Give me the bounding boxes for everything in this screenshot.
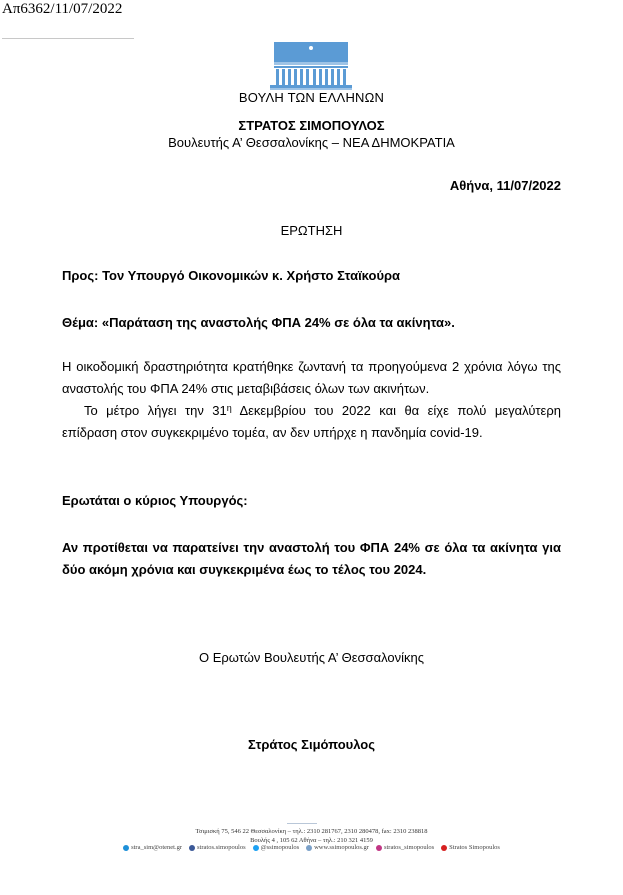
website-icon [306,845,312,851]
footer-address-athens: Βουλής 4 , 105 62 Αθήνα – τηλ.: 210 321 4159 [250,837,373,844]
social-youtube[interactable] [441,844,500,851]
parliament-logo [270,40,352,90]
social-website-text: www.ssimopoulos.gr [314,844,369,851]
addressee: Προς: Τον Υπουργό Οικονομικών κ. Χρήστο Σταϊκούρα [62,268,401,283]
mp-role: Βουλευτής Α’ Θεσσαλονίκης – ΝΕΑ ΔΗΜΟΚΡΑΤΙΑ [168,135,455,150]
asked-heading: Ερωτάται ο κύριος Υπουργός: [62,493,248,508]
ordinal-superscript: η [226,403,232,413]
social-instagram-text: stratos_simopoulos [383,844,435,851]
social-instagram[interactable] [376,844,434,851]
footer-divider [287,823,317,824]
facebook-icon [189,845,195,851]
body-paragraph-2 [62,400,561,444]
instagram-icon [376,845,382,851]
twitter-icon [253,845,259,851]
social-facebook-text: stratos.simopoulos [197,844,246,851]
parliament-name: ΒΟΥΛΗ ΤΩΝ ΕΛΛΗΝΩΝ [238,90,385,105]
body-paragraph-1: Η οικοδομική δραστηριότητα κρατήθηκε ζωντανή τα προηγούμενα 2 χρόνια λόγω της αναστολής του ΦΠΑ 24% στις μεταβιβάσεις όλων των ακινήτων. [62,359,561,396]
body-paragraph-2-end: Δεκεμβρίου του 2022 και θα είχε πολύ μεγαλύτερη επίδραση στον συγκεκριμένο τομέα, αν δεν υπήρχε η πανδημία covid-19. [62,403,561,440]
social-facebook[interactable] [189,844,246,851]
subject: Θέμα: «Παράταση της αναστολής ΦΠΑ 24% σε όλα τα ακίνητα». [62,315,455,330]
social-twitter[interactable] [253,844,300,851]
social-twitter-text: @ssimopoulos [260,844,300,851]
question-text: Αν προτίθεται να παρατείνει την αναστολή του ΦΠΑ 24% σε όλα τα ακίνητα για δύο ακόμη χρόνια και συγκεκριμένα έως το τέλος του 2024. [62,540,561,577]
reference-underline [2,38,134,39]
document-reference: Απ6362/11/07/2022 [2,1,123,17]
mp-name: ΣΤΡΑΤΟΣ ΣΙΜΟΠΟΥΛΟΣ [238,118,385,133]
footer-social-links [0,844,623,851]
signature-title: Ο Ερωτών Βουλευτής Α’ Θεσσαλονίκης [198,650,425,665]
social-website[interactable] [306,844,369,851]
social-email[interactable] [123,844,182,851]
social-email-text: stra_sim@otenet.gr [131,844,183,851]
social-youtube-text: Stratos Simopoulos [449,844,500,851]
body-paragraph-2-start: Το μέτρο λήγει την 31 [84,403,227,418]
signature-name: Στράτος Σιμόπουλος [248,737,375,752]
youtube-icon [441,845,447,851]
document-type: ΕΡΩΤΗΣΗ [280,223,343,238]
footer-address-thessaloniki: Τσιμισκή 75, 546 22 Θεσσαλονίκη – τηλ.: 2310 281767, 2310 280478, fax: 2310 238818 [195,828,428,835]
skype-icon [123,845,129,851]
document-date: Αθήνα, 11/07/2022 [449,178,561,193]
